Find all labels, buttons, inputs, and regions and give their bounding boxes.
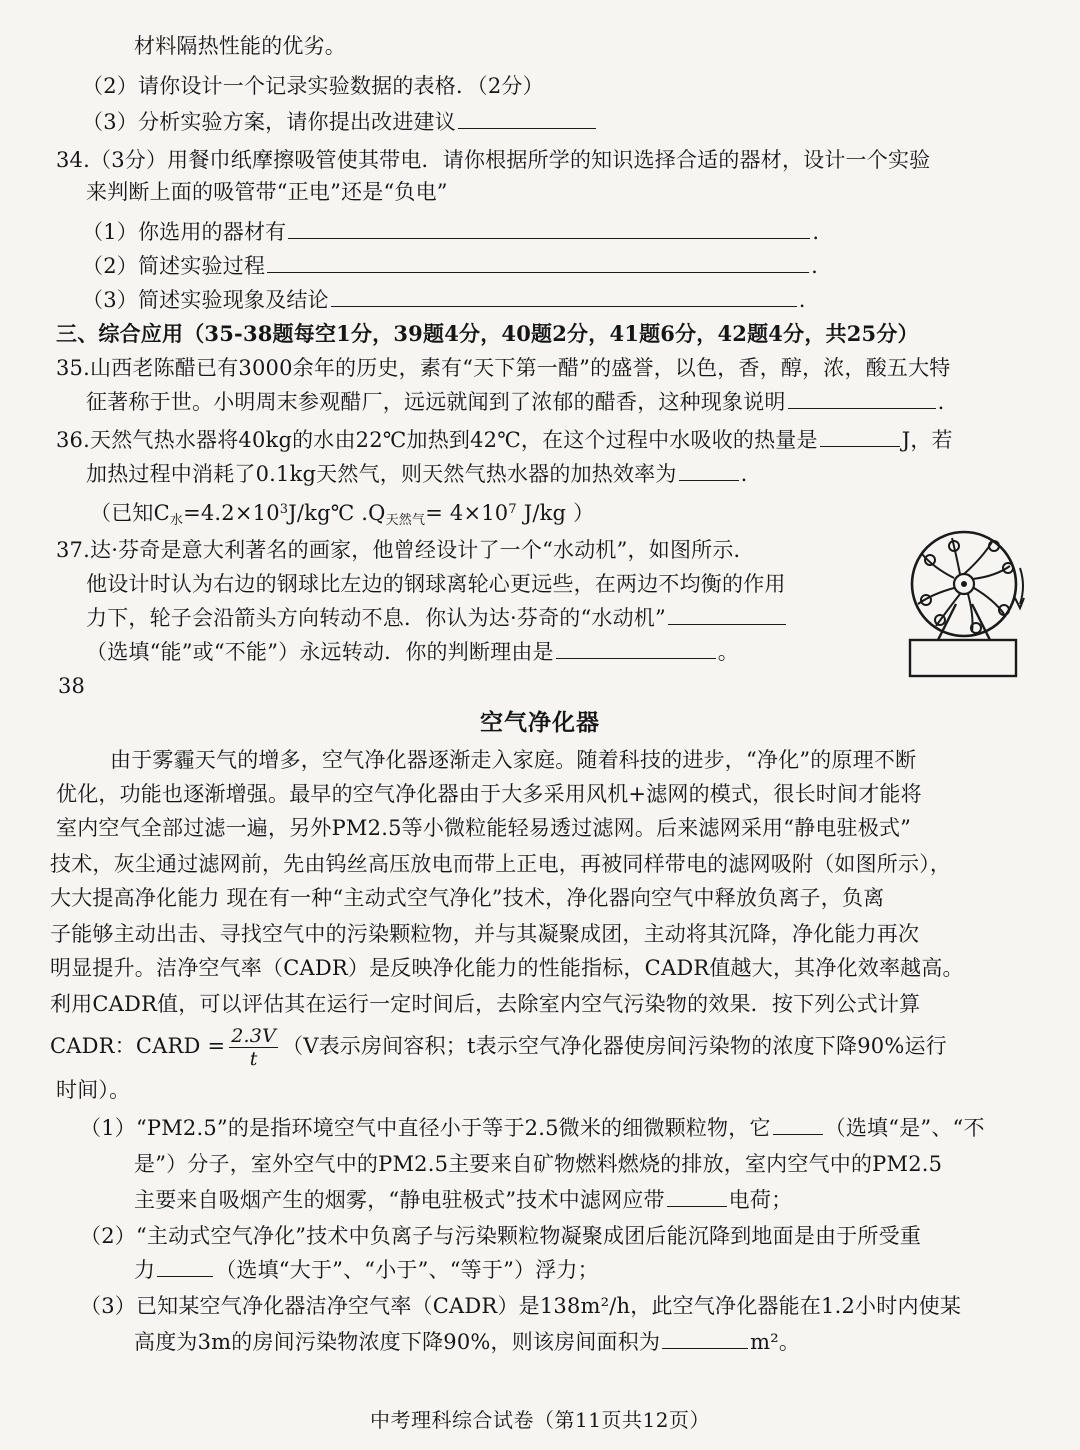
passage-line: 优化，功能也逐渐增强。最早的空气净化器由于大多采用风机+滤网的模式，很长时间才能将 [56, 782, 922, 806]
known-q-unit: J/kg ） [516, 501, 595, 525]
answer-blank[interactable] [157, 1254, 213, 1277]
answer-blank[interactable] [331, 284, 797, 307]
passage-line: 室内空气全部过滤一遍，另外PM2.5等小微粒能轻易透过滤网。后来滤网采用“静电驻极式” [56, 816, 912, 840]
passage-line: 利用CADR值，可以评估其在运行一定时间后，去除室内空气污染物的效果．按下列公式计算 [50, 992, 921, 1016]
answer-blank[interactable] [288, 216, 810, 239]
known-q-value: = 4×10 [425, 501, 509, 525]
q37-text-2: （选填“能”或“不能”）永远转动．你的判断理由是 [86, 640, 554, 664]
q35-stem: 35.山西老陈醋已有3000余年的历史，素有“天下第一醋”的盛誉，以色，香，醇，浓，酸五大特 [56, 356, 951, 380]
q38-part1 [80, 1112, 1080, 1144]
answer-blank[interactable] [679, 458, 739, 481]
passage-line: 子能够主动出击、寻找空气中的污染颗粒物，并与其凝聚成团，主动将其沉降，净化能力再次 [50, 922, 920, 946]
answer-blank[interactable] [820, 424, 900, 447]
water-wheel-figure [896, 528, 1032, 684]
q34-part1: （1）你选用的器材有 . [82, 216, 1080, 248]
q38-charge-text: 主要来自吸烟产生的烟雾，“静电驻极式”技术中滤网应带 [134, 1188, 665, 1212]
q36-text: 36.天然气热水器将40kg的水由22℃加热到42℃，在这个过程中水吸收的热量是 [56, 428, 818, 452]
q38-number: 38 [58, 674, 86, 698]
sup-7: 7 [508, 502, 517, 517]
q35-text: 征著称于世。小明周末参观醋厂，远远就闻到了浓郁的醋香，这种现象说明 [86, 390, 786, 414]
passage-line: 大大提高净化能力 现在有一种“主动式空气净化”技术，净化器向空气中释放负离子，负离 [50, 886, 885, 910]
q38-part1-cont: 是”）分子，室外空气中的PM2.5主要来自矿物燃料燃烧的排放，室内空气中的PM2.5 [134, 1152, 943, 1176]
q38-part2: （2）“主动式空气净化”技术中负离子与污染颗粒物凝聚成团后能沉降到地面是由于所受重 [80, 1224, 922, 1248]
q37-text: 力下，轮子会沿箭头方向转动不息．你认为达·芬奇的“水动机” [86, 606, 666, 630]
q37-stem: 37.达·芬奇是意大利著名的画家，他曾经设计了一个“水动机”，如图所示． [56, 538, 755, 562]
q34-stem: 34.（3分）用餐巾纸摩擦吸管使其带电．请你根据所学的知识选择合适的器材，设计一个实验 [56, 148, 931, 172]
q36-stem [56, 424, 1080, 456]
passage-line: 明显提升。洁净空气率（CADR）是反映净化能力的性能指标，CADR值越大，其净化效率越高。 [50, 956, 964, 980]
q38-part3-cont [134, 1326, 1080, 1358]
direction-arrow-icon [1020, 568, 1023, 604]
formula-label: CADR：CARD = [50, 1034, 226, 1058]
formula-fraction [229, 1025, 278, 1070]
known-c: （已知C [90, 501, 170, 525]
q34-part3-text: （3）简述实验现象及结论 [82, 288, 329, 312]
section-three-heading: 三、综合应用（35-38题每空1分，39题4分，40题2分，41题6分，42题4分，共25分） [56, 321, 919, 346]
answer-blank[interactable] [458, 106, 596, 129]
q34-part2-text: （2）简述实验过程 [82, 254, 266, 278]
q36-unit: J，若 [901, 428, 953, 452]
q36-stem-cont: 加热过程中消耗了0.1kg天然气，则天然气热水器的加热效率为 . [86, 458, 1080, 490]
formula-note: （V表示房间容积；t表示空气净化器使房间污染物的浓度下降90%运行 [282, 1034, 947, 1058]
q38-area-unit: m²。 [750, 1330, 801, 1354]
q33-part3 [82, 106, 1080, 138]
passage-line: 时间）。 [56, 1078, 131, 1102]
q38-force-text: 力 [134, 1258, 156, 1282]
line-material-text: 材料隔热性能的优劣。 [134, 34, 346, 58]
formula-numerator: 2.3V [231, 1025, 276, 1047]
q34-part3: （3）简述实验现象及结论 . [82, 284, 1080, 316]
q38-area-text: 高度为3m的房间污染物浓度下降90%，则该房间面积为 [134, 1330, 661, 1354]
formula-denominator: t [249, 1048, 258, 1070]
answer-blank[interactable] [556, 636, 716, 659]
answer-blank[interactable] [662, 1326, 748, 1349]
q36-text-2: 加热过程中消耗了0.1kg天然气，则天然气热水器的加热效率为 [86, 462, 677, 486]
sub-water: 水 [169, 513, 184, 528]
page-footer: 中考理科综合试卷（第11页共12页） [370, 1408, 710, 1432]
q38-part1-cont-2 [134, 1184, 1080, 1216]
q35-stem-cont: 征著称于世。小明周末参观醋厂，远远就闻到了浓郁的醋香，这种现象说明 . [86, 386, 1080, 418]
q37-end: 。 [717, 640, 739, 664]
q38-part2-cont [134, 1254, 1080, 1286]
q38-part1-options: （选填“是”、“不 [824, 1116, 985, 1140]
q34-part1-text: （1）你选用的器材有 [82, 220, 287, 244]
answer-blank[interactable] [773, 1112, 823, 1135]
q34-part2: （2）简述实验过程 . [82, 250, 1080, 282]
q38-force-options: （选填“大于”、“小于”、“等于”）浮力； [215, 1258, 599, 1282]
q34-stem-cont: 来判断上面的吸管带“正电”还是“负电” [86, 180, 448, 204]
passage-formula-line [50, 1024, 1080, 1070]
sup-3: 3 [279, 502, 289, 517]
q38-part3: （3）已知某空气净化器洁净空气率（CADR）是138m²/h，此空气净化器能在1.2小时内使某 [80, 1294, 962, 1318]
passage-line: 由于雾霾天气的增多，空气净化器逐渐走入家庭。随着科技的进步，“净化”的原理不断 [110, 748, 917, 772]
q33-part3-text: （3）分析实验方案，请你提出改进建议 [82, 110, 456, 134]
q38-part1-text: （1）“PM2.5”的是指环境空气中直径小于等于2.5微米的细微颗粒物，它 [80, 1116, 771, 1140]
answer-blank[interactable] [668, 602, 786, 625]
q33-part2: （2）请你设计一个记录实验数据的表格．（2分） [82, 74, 544, 98]
answer-blank[interactable] [667, 1184, 727, 1207]
answer-blank[interactable] [788, 386, 936, 409]
passage-line: 技术，灰尘通过滤网前，先由钨丝高压放电而带上正电，再被同样带电的滤网吸附（如图所示）， [50, 852, 952, 876]
answer-blank[interactable] [267, 250, 809, 273]
passage-title: 空气净化器 [480, 709, 600, 736]
known-c-value: =4.2×10 [183, 501, 280, 525]
q37-stem-cont: 他设计时认为右边的钢球比左边的钢球离轮心更远些，在两边不均衡的作用 [86, 572, 786, 596]
sub-gas: 天然气 [385, 513, 426, 528]
known-q: J/kg℃ .Q [288, 501, 386, 525]
q38-charge-end: 电荷； [728, 1188, 793, 1212]
